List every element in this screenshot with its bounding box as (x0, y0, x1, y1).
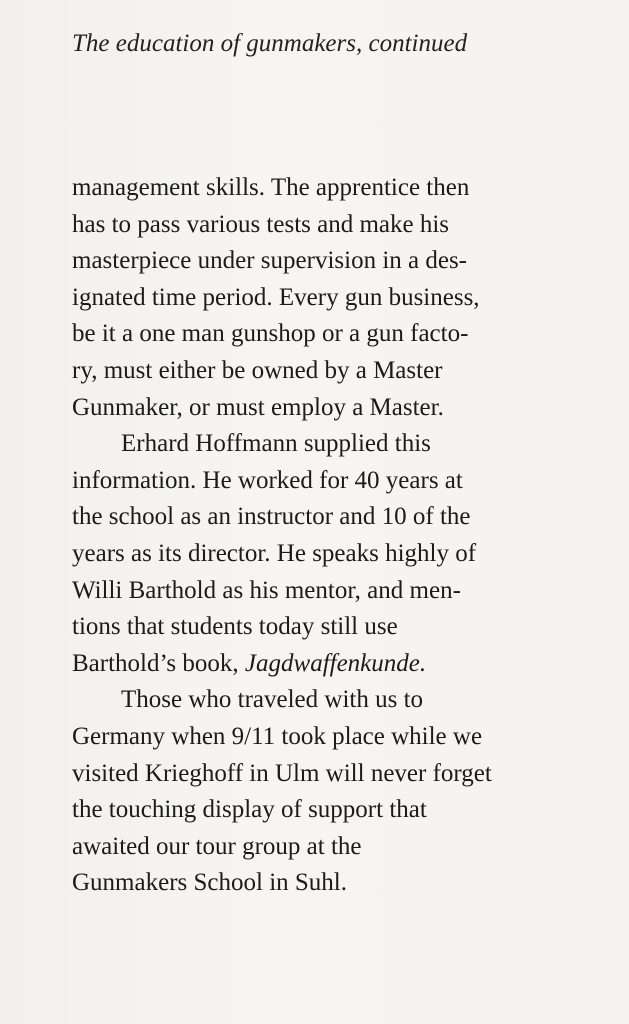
text-line: Gunmaker, or must employ a Master. (72, 393, 444, 421)
running-head: The education of gunmakers, continued (72, 30, 468, 57)
text-line: Willi Barthold as his mentor, and men- (72, 576, 461, 604)
body-text (72, 170, 612, 902)
text-line: the school as an instructor and 10 of the (72, 503, 471, 531)
book-title: Jagdwaffenkunde. (244, 649, 427, 677)
text-line: information. He worked for 40 years at (72, 466, 463, 494)
paragraph-2 (72, 426, 612, 682)
text-run: Barthold’s book, (72, 649, 245, 677)
text-line: ignated time period. Every gun business, (72, 283, 480, 311)
text-line: Those who traveled with us to (121, 686, 424, 714)
text-line: Germany when 9/11 took place while we (72, 722, 483, 750)
text-line: be it a one man gunshop or a gun facto- (72, 320, 469, 348)
text-line (72, 646, 612, 683)
text-line: awaited our tour group at the (72, 832, 362, 860)
text-line: management skills. The apprentice then (72, 174, 470, 201)
text-line: has to pass various tests and make his (72, 210, 450, 238)
paragraph-1 (72, 170, 612, 426)
text-line: years as its director. He speaks highly of (72, 539, 477, 567)
text-line: visited Krieghoff in Ulm will never forget (72, 759, 492, 787)
paragraph-3 (72, 682, 612, 902)
text-line: tions that students today still use (72, 613, 398, 641)
text-line: masterpiece under supervision in a des- (72, 247, 468, 275)
text-line: ry, must either be owned by a Master (72, 356, 443, 384)
text-line: the touching display of support that (72, 796, 427, 824)
text-line: Erhard Hoffmann supplied this (121, 430, 431, 458)
text-line: Gunmakers School in Suhl. (72, 869, 347, 897)
